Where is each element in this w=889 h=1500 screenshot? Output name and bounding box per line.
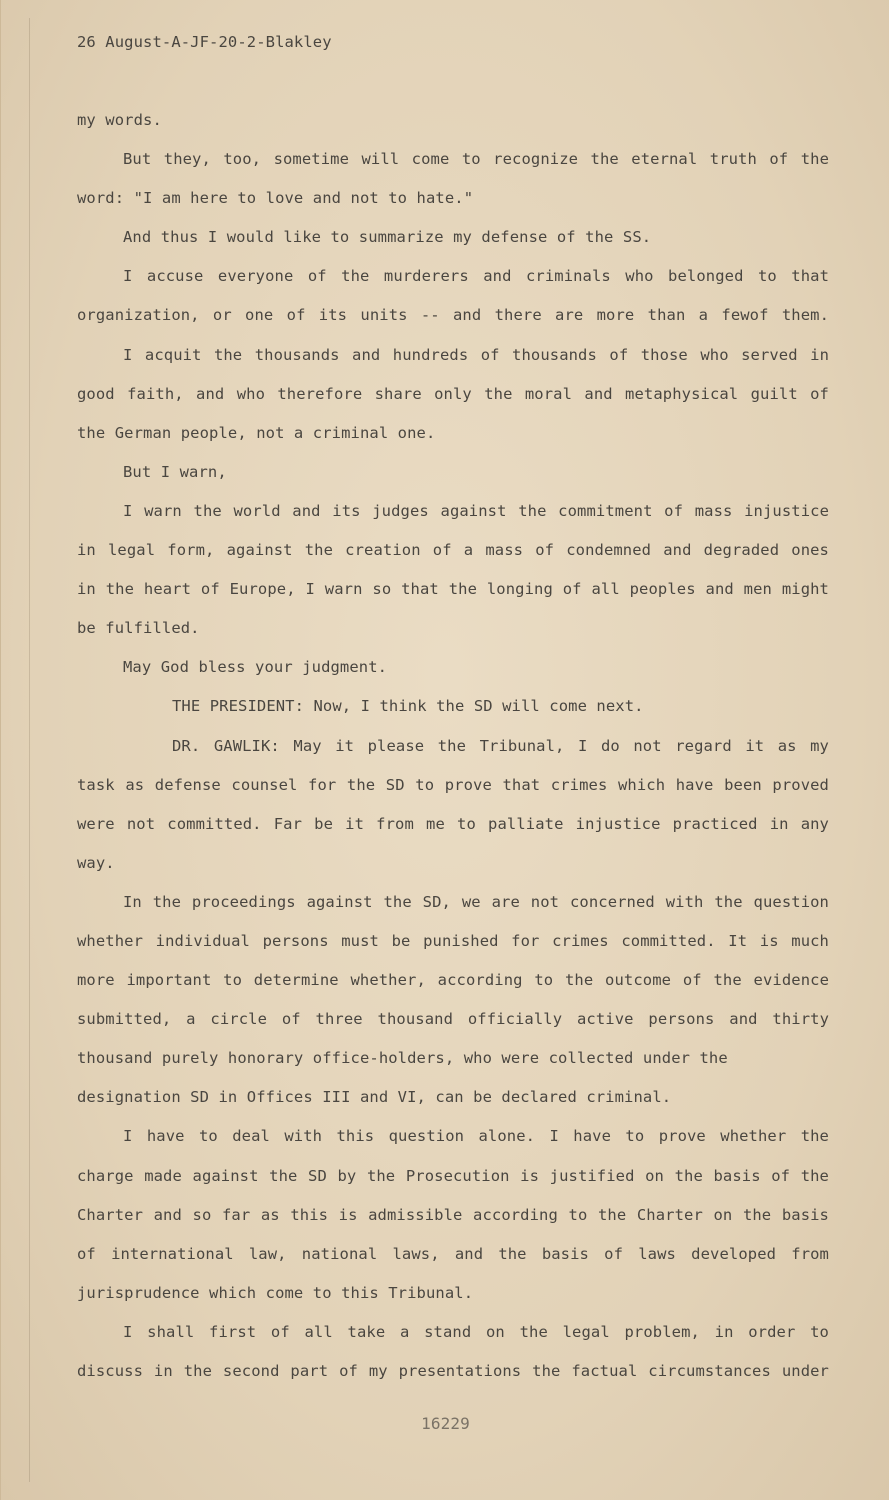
text-line: the German people, not a criminal one. xyxy=(77,423,436,442)
text-line: And thus I would like to summarize my defense of the SS. xyxy=(123,228,652,247)
text-line: designation SD in Offices III and VI, can be declared criminal. xyxy=(77,1088,672,1107)
page-header: 26 August-A-JF-20-2-Blakley xyxy=(77,33,332,51)
text-line: But I warn, xyxy=(123,462,227,481)
text-line: task as defense counsel for the SD to prove that crimes which have been proved xyxy=(77,775,829,794)
text-line: In the proceedings against the SD, we are not concerned with the question xyxy=(123,892,829,911)
text-line: in legal form, against the creation of a mass of condemned and degraded ones xyxy=(77,541,829,560)
text-line: in the heart of Europe, I warn so that the longing of all peoples and men might xyxy=(77,580,829,599)
text-line: May God bless your judgment. xyxy=(123,658,388,677)
text-line: THE PRESIDENT: Now, I think the SD will come next. xyxy=(172,697,644,716)
text-line: submitted, a circle of three thousand officially active persons and thirty xyxy=(77,1010,829,1029)
text-line: organization, or one of its units -- and there are more than a fewof them. xyxy=(77,306,829,325)
text-line: I accuse everyone of the murderers and criminals who belonged to that xyxy=(123,267,829,286)
text-line: Charter and so far as this is admissible according to the Charter on the basis xyxy=(77,1205,829,1224)
text-line: more important to determine whether, according to the outcome of the evidence xyxy=(77,971,829,990)
page-number: 16229 xyxy=(421,1414,470,1433)
text-line: I shall first of all take a stand on the legal problem, in order to xyxy=(123,1322,829,1341)
text-line: thousand purely honorary office-holders, who were collected under the xyxy=(77,1049,728,1068)
text-line: DR. GAWLIK: May it please the Tribunal, I do not regard it as my xyxy=(172,736,829,755)
text-line: my words. xyxy=(77,111,162,129)
text-line: charge made against the SD by the Prosecution is justified on the basis of the xyxy=(77,1166,829,1185)
text-line: But they, too, sometime will come to recognize the eternal truth of the xyxy=(123,150,829,169)
text-line: were not committed. Far be it from me to palliate injustice practiced in any xyxy=(77,814,829,833)
text-line: good faith, and who therefore share only the moral and metaphysical guilt of xyxy=(77,384,829,403)
text-line: I acquit the thousands and hundreds of thousands of those who served in xyxy=(123,345,829,364)
document-body xyxy=(77,108,829,1398)
text-line: way. xyxy=(77,853,115,872)
text-line: word: "I am here to love and not to hate." xyxy=(77,189,474,208)
text-line: of international law, national laws, and the basis of laws developed from xyxy=(77,1244,829,1263)
text-line: discuss in the second part of my presentations the factual circumstances under xyxy=(77,1362,829,1380)
text-line: I warn the world and its judges against the commitment of mass injustice xyxy=(123,501,829,520)
text-line: whether individual persons must be punished for crimes committed. It is much xyxy=(77,931,829,950)
text-line: jurisprudence which come to this Tribunal. xyxy=(77,1283,474,1302)
text-line: I have to deal with this question alone. I have to prove whether the xyxy=(123,1127,829,1146)
text-line: be fulfilled. xyxy=(77,619,200,638)
margin-rule xyxy=(29,18,30,1482)
